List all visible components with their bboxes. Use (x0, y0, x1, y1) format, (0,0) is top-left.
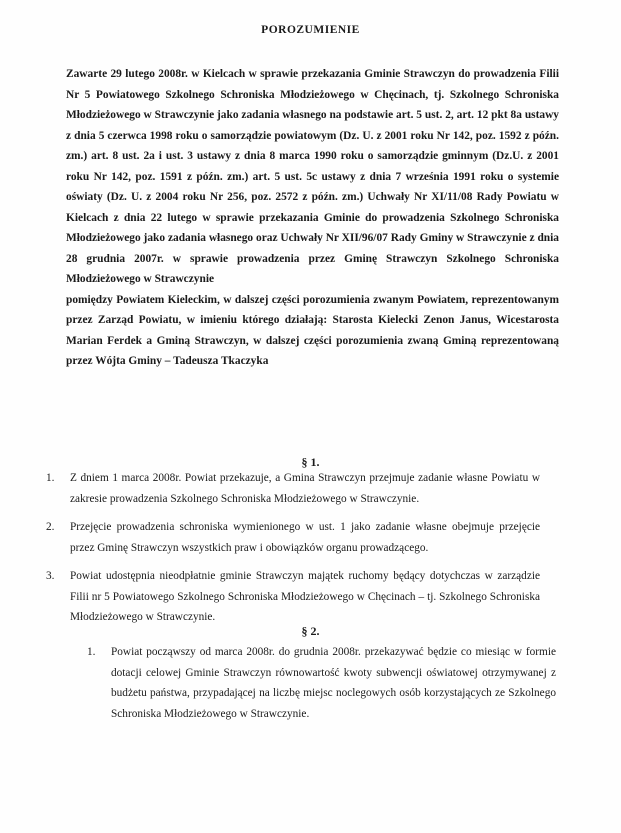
section-2-heading: § 2. (301, 624, 320, 638)
preamble (66, 64, 559, 372)
section-1-item (46, 517, 540, 558)
item-number: 1. (46, 472, 55, 484)
item-text: Powiat począwszy od marca 2008r. do grudnia 2008r. przekazywać będzie co miesiąc w formie dotacji celowej Gminie Strawczyn równowartość kwoty subwencji oświatowej otrzymywanej z budżetu państwa, przypadającej na liczbę miejsc noclegowych osób korzystających ze Szkolnego Schroniska Młodzieżowego w Strawczynie. (111, 646, 556, 720)
section-1-list (46, 468, 540, 636)
document-title: POROZUMIENIE (261, 24, 360, 36)
section-1-item (46, 468, 540, 509)
item-number: 1. (87, 646, 96, 658)
item-text: Z dniem 1 marca 2008r. Powiat przekazuje, a Gmina Strawczyn przejmuje zadanie własne Powiatu w zakresie prowadzenia Szkolnego Schroniska Młodzieżowego w Strawczynie. (70, 472, 540, 505)
item-number: 2. (46, 521, 55, 533)
section-2-item (87, 642, 556, 724)
preamble-intro: Zawarte 29 lutego 2008r. w Kielcach w sprawie przekazania Gminie Strawczyn do prowadzenia Filii Nr 5 Powiatowego Szkolnego Schroniska Młodzieżowego w Chęcinach, tj. Szkolnego Schroniska Młodzieżowego w Strawczynie jako zadania własnego na podstawie art. 5 ust. 2, art. 12 pkt 8a ustawy z dnia 5 czerwca 1998 roku o samorządzie powiatowym (Dz. U. z 2001 roku Nr 142, poz. 1592 z późn. zm.) art. 8 ust. 2a i ust. 3 ustawy z dnia 8 marca 1990 roku o samorządzie gminnym (Dz.U. z 2001 roku Nr 142, poz. 1591 z późn. zm.) art. 5 ust. 5c ustawy z dnia 7 września 1991 roku o systemie oświaty (Dz. U. z 2004 roku Nr 256, poz. 2572 z późn. zm.) Uchwały Nr XI/11/08 Rady Powiatu w Kielcach z dnia 22 lutego w sprawie przekazania Gminie do prowadzenia Szkolnego Schroniska Młodzieżowego jako zadania własnego oraz Uchwały Nr XII/96/07 Rady Gminy w Strawczynie z dnia 28 grudnia 2007r. w sprawie prowadzenia przez Gminę Strawczyn Szkolnego Schroniska Młodzieżowego w Strawczynie (66, 68, 559, 285)
section-2-list (87, 642, 556, 732)
item-number: 3. (46, 570, 55, 582)
preamble-parties: pomiędzy Powiatem Kieleckim, w dalszej części porozumienia zwanym Powiatem, reprezentowanym przez Zarząd Powiatu, w imieniu którego działają: Starosta Kielecki Zenon Janus, Wicestarosta Marian Ferdek a Gminą Strawczyn, w dalszej części porozumienia zwaną Gminą reprezentowaną przez Wójta Gminy – Tadeusza Tkaczyka (66, 293, 559, 367)
section-1-item (46, 566, 540, 628)
item-text: Przejęcie prowadzenia schroniska wymienionego w ust. 1 jako zadanie własne obejmuje przejęcie przez Gminę Strawczyn wszystkich praw i obowiązków organu prowadzącego. (70, 521, 540, 554)
section-1-heading: § 1. (301, 455, 320, 469)
item-text: Powiat udostępnia nieodpłatnie gminie Strawczyn majątek ruchomy będący dotychczas w zarządzie Filii nr 5 Powiatowego Szkolnego Schroniska Młodzieżowego w Chęcinach – tj. Szkolnego Schroniska Młodzieżowego w Strawczynie. (70, 570, 540, 623)
